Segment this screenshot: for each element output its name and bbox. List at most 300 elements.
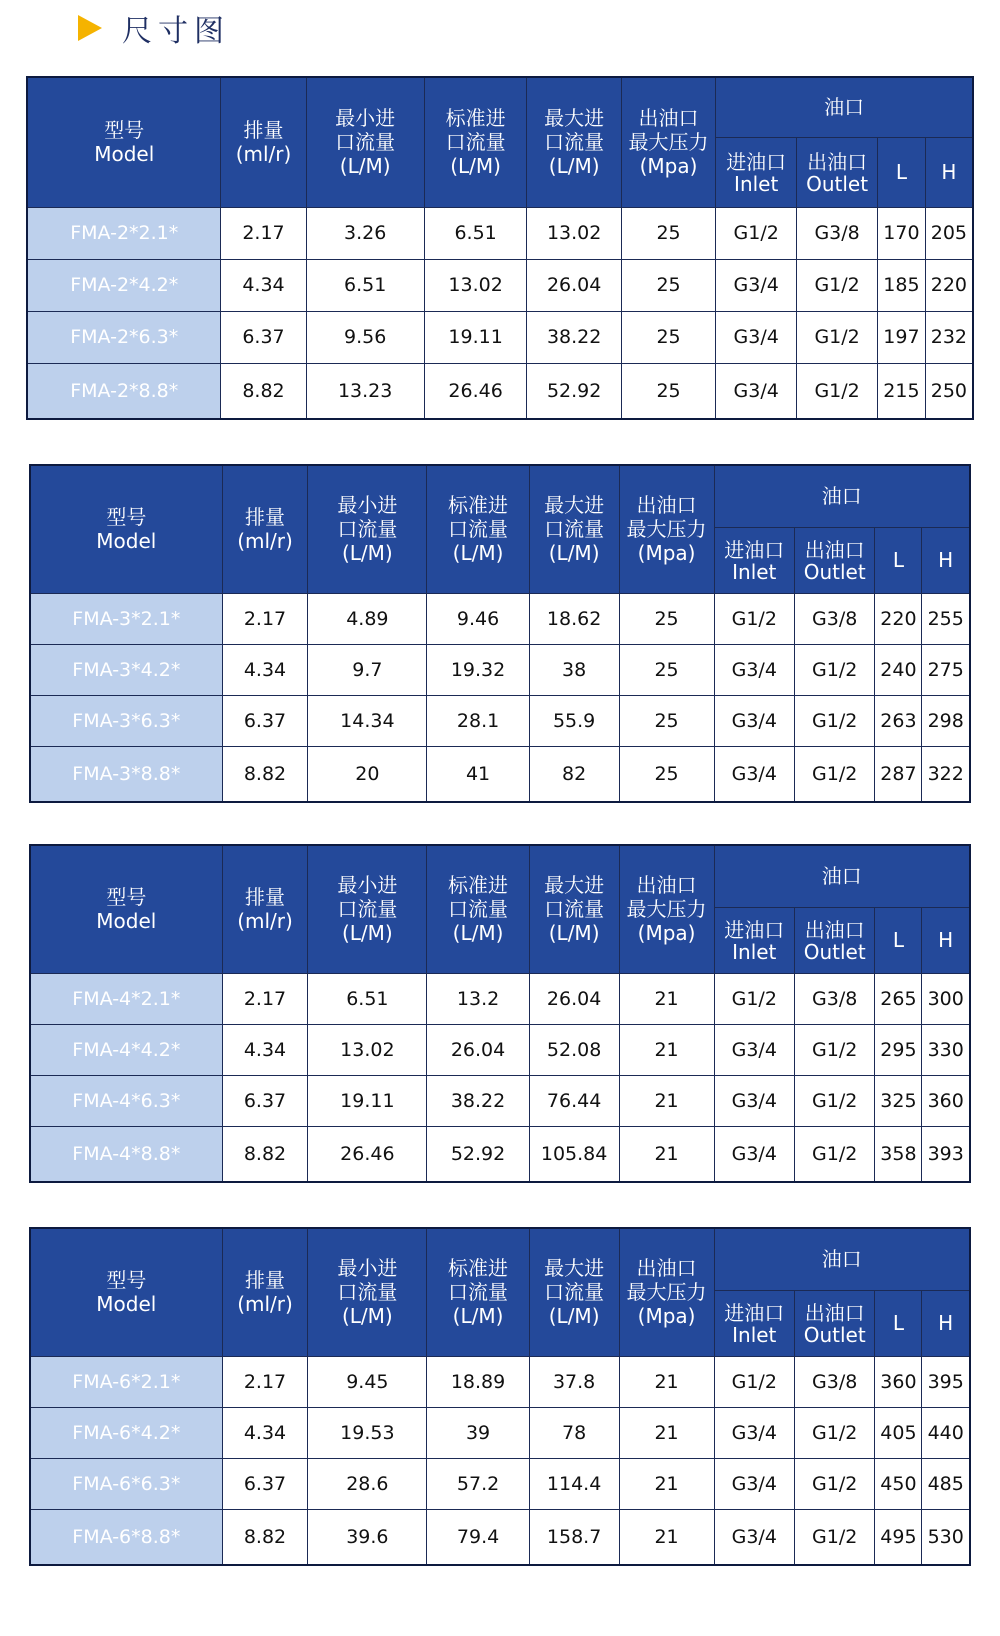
height-cell: 440 [922, 1407, 970, 1458]
header-port-group-line: 油口 [821, 1247, 862, 1272]
inlet-cell: G3/4 [714, 1126, 794, 1182]
inlet-cell: G3/4 [716, 363, 797, 419]
model-cell: FMA-3*2.1* [30, 593, 222, 644]
table-row [30, 1407, 970, 1458]
header-outlet-line: 出油口 [804, 538, 865, 562]
header-height-line: H [938, 1311, 954, 1335]
header-model-line: 型号 [106, 1268, 147, 1293]
max-flow-cell: 158.7 [529, 1509, 619, 1565]
table-row [30, 644, 970, 695]
pressure-cell: 21 [619, 1407, 714, 1458]
min-flow-cell: 6.51 [308, 973, 427, 1024]
min-flow-cell: 19.11 [308, 1075, 427, 1126]
header-pressure-line: 最大压力 [626, 517, 707, 542]
height-cell: 250 [925, 363, 973, 419]
displacement-cell: 6.37 [221, 311, 306, 363]
header-min-flow-line: (L/M) [341, 1304, 393, 1329]
height-cell: 298 [922, 695, 970, 746]
header-max-flow-line: 口流量 [544, 897, 605, 922]
header-displacement-line: (ml/r) [237, 909, 293, 934]
header-length [875, 527, 922, 593]
header-model-line: 型号 [106, 505, 147, 530]
header-min-flow-line: 口流量 [337, 897, 398, 922]
header-outlet-line: 出油口 [807, 150, 868, 174]
inlet-cell: G1/2 [714, 1356, 794, 1407]
spec-table-fma-6 [29, 1227, 971, 1566]
min-flow-cell: 14.34 [308, 695, 427, 746]
height-cell: 485 [922, 1458, 970, 1509]
header-max-flow [529, 1228, 619, 1356]
header-row-top [27, 77, 973, 137]
outlet-cell: G3/8 [797, 207, 878, 259]
length-cell: 263 [875, 695, 922, 746]
header-model-line: Model [96, 909, 157, 934]
header-inlet [714, 527, 794, 593]
std-flow-cell: 18.89 [427, 1356, 529, 1407]
inlet-cell: G1/2 [714, 973, 794, 1024]
length-cell: 405 [875, 1407, 922, 1458]
displacement-cell: 8.82 [221, 363, 306, 419]
header-displacement-line: (ml/r) [237, 529, 293, 554]
table-row [30, 1458, 970, 1509]
header-model [30, 1228, 222, 1356]
header-max-flow-line: 口流量 [544, 517, 605, 542]
header-outlet [797, 137, 878, 207]
max-flow-cell: 26.04 [527, 259, 621, 311]
header-displacement-line: 排量 [244, 505, 285, 530]
header-pressure-line: 最大压力 [626, 1280, 707, 1305]
header-outlet [794, 1290, 874, 1356]
pressure-cell: 25 [619, 695, 714, 746]
model-cell: FMA-6*2.1* [30, 1356, 222, 1407]
header-displacement-line: 排量 [244, 885, 285, 910]
header-min-flow-line: 最小进 [337, 1256, 398, 1281]
min-flow-cell: 13.02 [308, 1024, 427, 1075]
header-max-flow-line: 口流量 [544, 1280, 605, 1305]
header-min-flow-line: (L/M) [341, 921, 393, 946]
header-height [922, 1290, 970, 1356]
model-cell: FMA-2*8.8* [27, 363, 221, 419]
table-row [30, 1509, 970, 1565]
header-height-line: H [941, 160, 957, 184]
outlet-cell: G1/2 [794, 1126, 874, 1182]
pressure-cell: 21 [619, 973, 714, 1024]
length-cell: 325 [875, 1075, 922, 1126]
std-flow-cell: 13.02 [424, 259, 527, 311]
header-std-flow-line: 口流量 [445, 130, 506, 155]
header-inlet-line: 进油口 [726, 150, 787, 174]
max-flow-cell: 105.84 [529, 1126, 619, 1182]
outlet-cell: G1/2 [797, 311, 878, 363]
displacement-cell: 6.37 [222, 1458, 308, 1509]
header-length-line: L [892, 928, 904, 952]
header-model [30, 845, 222, 973]
min-flow-cell: 3.26 [306, 207, 424, 259]
table-row [27, 363, 973, 419]
model-cell: FMA-2*2.1* [27, 207, 221, 259]
outlet-cell: G1/2 [794, 746, 874, 802]
header-displacement [222, 1228, 308, 1356]
header-max-flow-line: 最大进 [544, 1256, 605, 1281]
pressure-cell: 21 [619, 1509, 714, 1565]
header-std-flow [424, 77, 527, 207]
header-inlet [714, 907, 794, 973]
header-model-line: Model [96, 529, 157, 554]
max-flow-cell: 38 [529, 644, 619, 695]
model-cell: FMA-3*8.8* [30, 746, 222, 802]
table-row [30, 1126, 970, 1182]
header-outlet [794, 527, 874, 593]
header-max-flow [529, 465, 619, 593]
displacement-cell: 2.17 [222, 973, 308, 1024]
header-displacement [221, 77, 306, 207]
inlet-cell: G3/4 [714, 1458, 794, 1509]
header-min-flow-line: 口流量 [335, 130, 396, 155]
min-flow-cell: 6.51 [306, 259, 424, 311]
displacement-cell: 8.82 [222, 1509, 308, 1565]
header-max-flow [529, 845, 619, 973]
displacement-cell: 4.34 [221, 259, 306, 311]
header-displacement-line: (ml/r) [237, 1292, 293, 1317]
header-pressure-line: 最大压力 [626, 897, 707, 922]
min-flow-cell: 9.45 [308, 1356, 427, 1407]
header-min-flow [308, 1228, 427, 1356]
displacement-cell: 6.37 [222, 1075, 308, 1126]
length-cell: 495 [875, 1509, 922, 1565]
pressure-cell: 25 [619, 593, 714, 644]
outlet-cell: G3/8 [794, 973, 874, 1024]
header-height [925, 137, 973, 207]
inlet-cell: G3/4 [714, 1509, 794, 1565]
header-outlet-line: Outlet [806, 172, 869, 196]
outlet-cell: G1/2 [794, 695, 874, 746]
displacement-cell: 6.37 [222, 695, 308, 746]
header-max-flow-line: 最大进 [544, 493, 605, 518]
std-flow-cell: 19.11 [424, 311, 527, 363]
max-flow-cell: 114.4 [529, 1458, 619, 1509]
outlet-cell: G1/2 [794, 644, 874, 695]
header-min-flow-line: 最小进 [337, 873, 398, 898]
header-inlet-line: Inlet [732, 940, 777, 964]
header-inlet-line: 进油口 [724, 918, 785, 942]
header-outlet-line: 出油口 [804, 1301, 865, 1325]
header-min-flow [308, 465, 427, 593]
table-row [30, 1075, 970, 1126]
header-min-flow-line: 口流量 [337, 517, 398, 542]
length-cell: 450 [875, 1458, 922, 1509]
outlet-cell: G1/2 [797, 259, 878, 311]
header-port-group [714, 465, 970, 527]
model-cell: FMA-6*4.2* [30, 1407, 222, 1458]
model-cell: FMA-4*2.1* [30, 973, 222, 1024]
max-flow-cell: 76.44 [529, 1075, 619, 1126]
outlet-cell: G3/8 [794, 1356, 874, 1407]
header-height [922, 527, 970, 593]
inlet-cell: G3/4 [714, 695, 794, 746]
spec-table-fma-3 [29, 464, 971, 803]
std-flow-cell: 41 [427, 746, 529, 802]
header-std-flow-line: (L/M) [450, 154, 501, 179]
header-displacement [222, 465, 308, 593]
header-model-line: 型号 [104, 118, 145, 143]
inlet-cell: G3/4 [714, 1024, 794, 1075]
min-flow-cell: 13.23 [306, 363, 424, 419]
outlet-cell: G3/8 [794, 593, 874, 644]
displacement-cell: 4.34 [222, 644, 308, 695]
header-pressure [619, 845, 714, 973]
length-cell: 215 [878, 363, 926, 419]
length-cell: 170 [878, 207, 926, 259]
pressure-cell: 21 [619, 1075, 714, 1126]
header-pressure-line: (Mpa) [637, 921, 696, 946]
header-length-line: L [895, 160, 907, 184]
std-flow-cell: 26.46 [424, 363, 527, 419]
length-cell: 287 [875, 746, 922, 802]
header-height [922, 907, 970, 973]
header-model-line: Model [96, 1292, 157, 1317]
header-inlet [716, 137, 797, 207]
inlet-cell: G3/4 [714, 644, 794, 695]
min-flow-cell: 26.46 [308, 1126, 427, 1182]
pressure-cell: 21 [619, 1458, 714, 1509]
header-outlet-line: Outlet [803, 560, 866, 584]
height-cell: 275 [922, 644, 970, 695]
max-flow-cell: 13.02 [527, 207, 621, 259]
std-flow-cell: 19.32 [427, 644, 529, 695]
header-row-top [30, 465, 970, 527]
header-outlet-line: Outlet [803, 1323, 866, 1347]
table-row [30, 1024, 970, 1075]
height-cell: 220 [925, 259, 973, 311]
min-flow-cell: 28.6 [308, 1458, 427, 1509]
header-min-flow [306, 77, 424, 207]
header-pressure [619, 465, 714, 593]
displacement-cell: 8.82 [222, 746, 308, 802]
max-flow-cell: 18.62 [529, 593, 619, 644]
displacement-cell: 2.17 [222, 1356, 308, 1407]
length-cell: 240 [875, 644, 922, 695]
header-std-flow-line: 口流量 [448, 897, 509, 922]
table-row [30, 695, 970, 746]
outlet-cell: G1/2 [794, 1024, 874, 1075]
pressure-cell: 25 [621, 207, 715, 259]
displacement-cell: 4.34 [222, 1407, 308, 1458]
model-cell: FMA-3*6.3* [30, 695, 222, 746]
header-length [875, 907, 922, 973]
min-flow-cell: 20 [308, 746, 427, 802]
pressure-cell: 21 [619, 1024, 714, 1075]
header-outlet [794, 907, 874, 973]
max-flow-cell: 78 [529, 1407, 619, 1458]
header-min-flow-line: (L/M) [341, 541, 393, 566]
header-pressure-line: 出油口 [636, 873, 697, 898]
table-row [30, 973, 970, 1024]
header-min-flow-line: 口流量 [337, 1280, 398, 1305]
header-height-line: H [938, 548, 954, 572]
length-cell: 360 [875, 1356, 922, 1407]
outlet-cell: G1/2 [794, 1407, 874, 1458]
max-flow-cell: 26.04 [529, 973, 619, 1024]
header-std-flow [427, 1228, 529, 1356]
outlet-cell: G1/2 [794, 1458, 874, 1509]
inlet-cell: G1/2 [716, 207, 797, 259]
header-std-flow-line: 标准进 [448, 873, 509, 898]
height-cell: 395 [922, 1356, 970, 1407]
inlet-cell: G3/4 [716, 259, 797, 311]
inlet-cell: G3/4 [714, 746, 794, 802]
header-model [30, 465, 222, 593]
header-port-group [716, 77, 973, 137]
header-inlet [714, 1290, 794, 1356]
page-header [78, 8, 230, 48]
pressure-cell: 25 [619, 746, 714, 802]
header-std-flow-line: (L/M) [452, 541, 504, 566]
header-model-line: Model [94, 142, 155, 167]
std-flow-cell: 52.92 [427, 1126, 529, 1182]
height-cell: 360 [922, 1075, 970, 1126]
length-cell: 197 [878, 311, 926, 363]
max-flow-cell: 38.22 [527, 311, 621, 363]
model-cell: FMA-2*6.3* [27, 311, 221, 363]
outlet-cell: G1/2 [794, 1509, 874, 1565]
header-pressure-line: (Mpa) [637, 541, 696, 566]
header-std-flow-line: (L/M) [452, 921, 504, 946]
table-row [27, 311, 973, 363]
header-max-flow-line: (L/M) [548, 1304, 600, 1329]
pressure-cell: 21 [619, 1356, 714, 1407]
min-flow-cell: 19.53 [308, 1407, 427, 1458]
header-height-line: H [938, 928, 954, 952]
header-max-flow-line: (L/M) [548, 921, 600, 946]
std-flow-cell: 28.1 [427, 695, 529, 746]
header-inlet-line: Inlet [732, 1323, 777, 1347]
header-pressure-line: 出油口 [636, 1256, 697, 1281]
header-std-flow-line: 口流量 [448, 517, 509, 542]
min-flow-cell: 4.89 [308, 593, 427, 644]
header-pressure [621, 77, 715, 207]
min-flow-cell: 9.7 [308, 644, 427, 695]
std-flow-cell: 6.51 [424, 207, 527, 259]
header-length-line: L [892, 548, 904, 572]
header-port-group-line: 油口 [824, 95, 865, 120]
height-cell: 255 [922, 593, 970, 644]
header-displacement [222, 845, 308, 973]
header-row-top [30, 1228, 970, 1290]
length-cell: 220 [875, 593, 922, 644]
pressure-cell: 25 [621, 259, 715, 311]
header-max-flow [527, 77, 621, 207]
header-port-group [714, 1228, 970, 1290]
height-cell: 232 [925, 311, 973, 363]
outlet-cell: G1/2 [797, 363, 878, 419]
header-std-flow-line: (L/M) [452, 1304, 504, 1329]
model-cell: FMA-4*6.3* [30, 1075, 222, 1126]
model-cell: FMA-4*4.2* [30, 1024, 222, 1075]
max-flow-cell: 55.9 [529, 695, 619, 746]
page-title: 尺寸图 [122, 14, 230, 49]
header-length [875, 1290, 922, 1356]
header-min-flow-line: 最小进 [337, 493, 398, 518]
std-flow-cell: 26.04 [427, 1024, 529, 1075]
header-outlet-line: Outlet [803, 940, 866, 964]
max-flow-cell: 52.08 [529, 1024, 619, 1075]
header-min-flow-line: (L/M) [339, 154, 391, 179]
length-cell: 265 [875, 973, 922, 1024]
pressure-cell: 25 [621, 363, 715, 419]
max-flow-cell: 52.92 [527, 363, 621, 419]
std-flow-cell: 79.4 [427, 1509, 529, 1565]
model-cell: FMA-3*4.2* [30, 644, 222, 695]
header-outlet-line: 出油口 [804, 918, 865, 942]
max-flow-cell: 82 [529, 746, 619, 802]
inlet-cell: G1/2 [714, 593, 794, 644]
pressure-cell: 25 [619, 644, 714, 695]
header-pressure-line: 最大压力 [628, 130, 709, 155]
header-inlet-line: 进油口 [724, 1301, 785, 1325]
header-displacement-line: 排量 [243, 118, 284, 143]
inlet-cell: G3/4 [714, 1075, 794, 1126]
header-port-group [714, 845, 970, 907]
length-cell: 185 [878, 259, 926, 311]
std-flow-cell: 38.22 [427, 1075, 529, 1126]
header-min-flow [308, 845, 427, 973]
header-max-flow-line: (L/M) [548, 154, 600, 179]
std-flow-cell: 13.2 [427, 973, 529, 1024]
header-model [27, 77, 221, 207]
header-length [878, 137, 926, 207]
displacement-cell: 8.82 [222, 1126, 308, 1182]
header-pressure-line: 出油口 [636, 493, 697, 518]
header-displacement-line: (ml/r) [235, 142, 292, 167]
height-cell: 300 [922, 973, 970, 1024]
model-cell: FMA-6*6.3* [30, 1458, 222, 1509]
pressure-cell: 21 [619, 1126, 714, 1182]
header-port-group-line: 油口 [821, 864, 862, 889]
table-row [30, 1356, 970, 1407]
header-std-flow-line: 标准进 [448, 493, 509, 518]
header-max-flow-line: 最大进 [544, 106, 605, 131]
spec-table-fma-2 [26, 76, 974, 420]
header-inlet-line: Inlet [734, 172, 779, 196]
header-std-flow-line: 口流量 [448, 1280, 509, 1305]
height-cell: 530 [922, 1509, 970, 1565]
header-port-group-line: 油口 [821, 484, 862, 509]
table-row [30, 746, 970, 802]
outlet-cell: G1/2 [794, 1075, 874, 1126]
inlet-cell: G3/4 [716, 311, 797, 363]
height-cell: 322 [922, 746, 970, 802]
min-flow-cell: 9.56 [306, 311, 424, 363]
inlet-cell: G3/4 [714, 1407, 794, 1458]
length-cell: 295 [875, 1024, 922, 1075]
header-std-flow [427, 465, 529, 593]
header-std-flow [427, 845, 529, 973]
header-inlet-line: Inlet [732, 560, 777, 584]
header-max-flow-line: (L/M) [548, 541, 600, 566]
spec-table-fma-4 [29, 844, 971, 1183]
displacement-cell: 2.17 [221, 207, 306, 259]
header-std-flow-line: 标准进 [445, 106, 506, 131]
triangle-play-icon [78, 15, 102, 41]
length-cell: 358 [875, 1126, 922, 1182]
std-flow-cell: 9.46 [427, 593, 529, 644]
header-std-flow-line: 标准进 [448, 1256, 509, 1281]
min-flow-cell: 39.6 [308, 1509, 427, 1565]
height-cell: 205 [925, 207, 973, 259]
header-max-flow-line: 口流量 [544, 130, 605, 155]
model-cell: FMA-4*8.8* [30, 1126, 222, 1182]
std-flow-cell: 39 [427, 1407, 529, 1458]
